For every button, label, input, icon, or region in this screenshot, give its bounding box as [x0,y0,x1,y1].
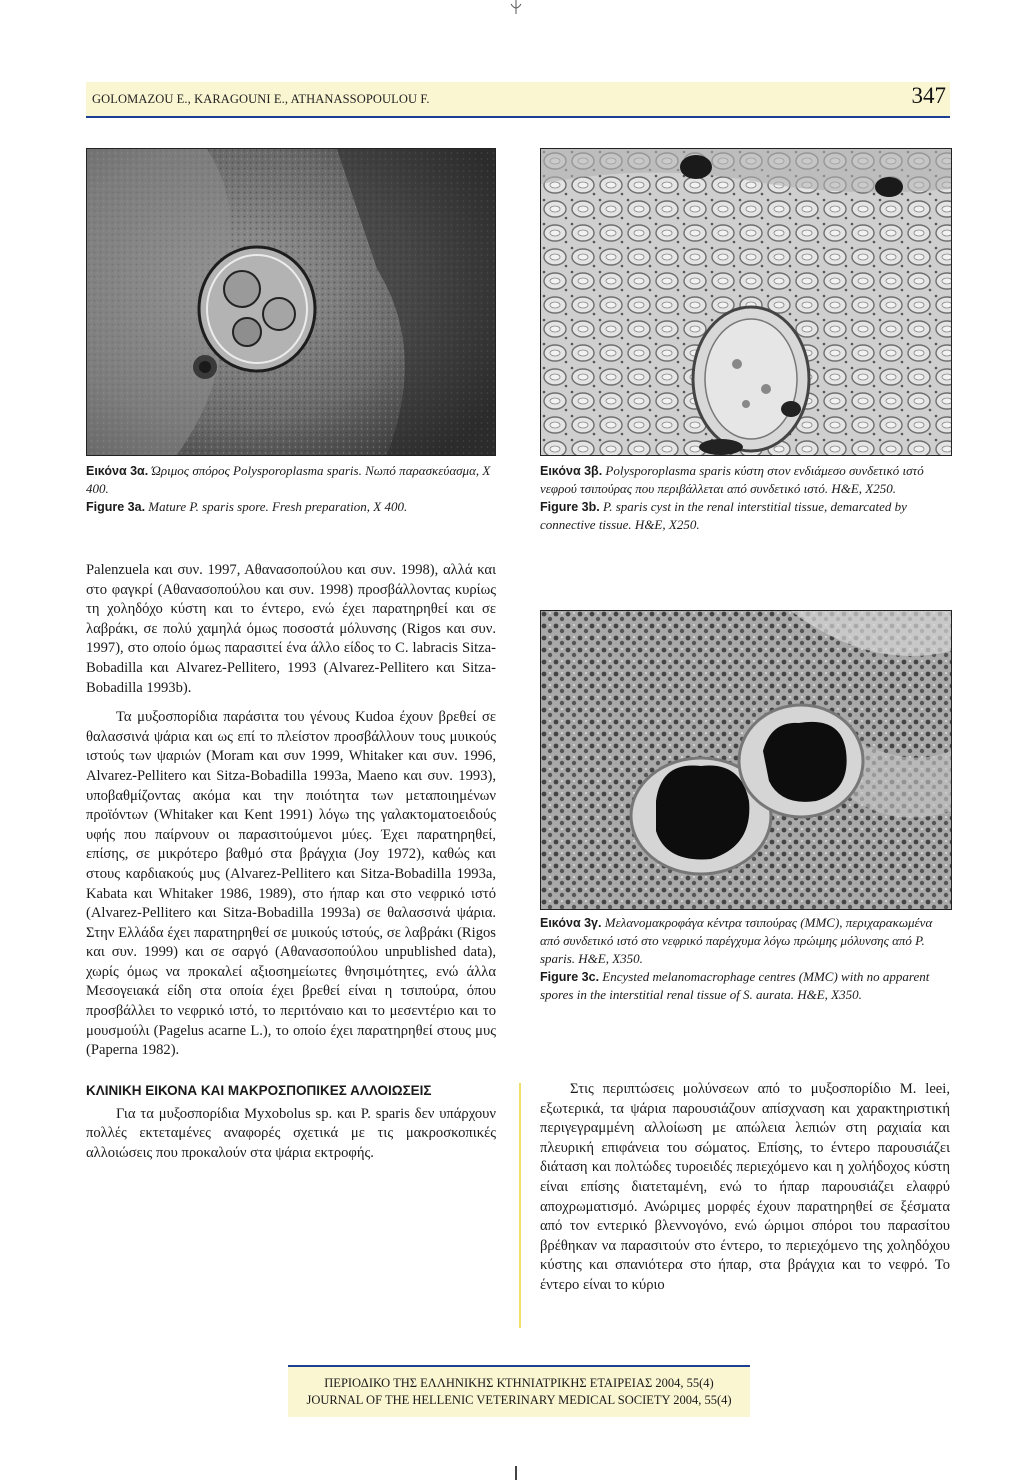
paragraph: Palenzuela και συν. 1997, Αθανασοπούλου και συν. 1998), αλλά και στο φαγκρί (Αθανασοπούλου και συν. 1998) προσβάλλοντας κυρίως τη χοληδόχο κύστη και το έντερο, ενώ έχει παρατηρηθεί και σε λαβράκι, σε πολύ χαμηλά όμως ποσοστά μόλυνσης (Rigos και συν. 1997), στο οποίο όμως παρασιτεί ένα άλλο είδος το C. labracis Sitza-Bobadilla και Alvarez-Pellitero, 1993 (Alvarez-Pellitero και Sitza-Bobadilla 1993b). [86,562,496,696]
column-divider [519,1083,521,1328]
figure-3a-label-en: Figure 3a. [86,500,146,514]
figure-3c-text-en: Encysted melanomacrophage centres (MMC) with no apparent spores in the interstitial renal tissue of S. aurata. H&E, X350. [540,969,930,1002]
figure-3c-caption [540,914,952,1004]
figure-3c-label-en: Figure 3c. [540,970,600,984]
body-column-left [86,561,496,1164]
figure-3a-micrograph [86,148,496,456]
paragraph: Τα μυξοσπορίδια παράσιτα του γένους Kudoa έχουν βρεθεί σε θαλασσινά ψάρια και ως επί το πλείστον προσβάλλουν τους μυικούς ιστούς των ψαριών (Moram και συν 1999, Whitaker και συν. 1996, Alvarez-Pellitero και Sitza-Bobadilla 1993a, Maeno και συν. 1993), υποβαθμίζοντας ακόμα και την ποιότητα των μεταποιημένων προϊόντων (Whitaker και Kent 1991) λόγω της γαλακτοματοειδούς υφής που παίρνουν οι παρασιτούμενοι μύες. Έχει παρατηρηθεί, επίσης, σε μικρότερο βαθμό στα βράγχια (Joy 1972), καθώς και στους καρδιακούς μυς (Alvarez-Pellitero και Sitza-Bobadilla 1993a, Kabata και Whitaker 1986, 1989), στο ήπαρ και στο νεφρικό ιστό (Alvarez-Pellitero και Sitza-Bobadilla 1993a) σε θαλασσινά ψάρια. Στην Ελλάδα έχει παρατηρηθεί σε μυικούς ιστούς, σε λαβράκι (Rigos και συν. 1999) και σε σαργό (Αθανασοπούλου unpublished data), χωρίς όμως να προκαλεί αξιοσημείωτες θνησιμότητες, ενώ άλλα Μεσογειακά είδη στα οποία έχει βρεθεί είναι η τσιπούρα, όπου προσβάλλει το νεφρικό ιστό, το περιτόναιο και το μεσεντέριο και το μουσμούλι (Pagelus acarne L.), το οποίο έχει παρατηρηθεί στους μυς (Paperna 1982). [86,709,496,1059]
figure-3b-label-gr: Εικόνα 3β. [540,464,603,478]
figure-3b-text-gr: Polysporoplasma sparis κύστη στον ενδιάμεσο συνδετικό ιστό νεφρού τσιπούρας που περιβάλλεται από συνδετικό ιστό. H&E, X250. [540,463,924,496]
page-number: 347 [911,83,946,108]
figure-3a-caption [86,462,496,516]
footer-line-en: JOURNAL OF THE HELLENIC VETERINARY MEDICAL SOCIETY 2004, 55(4) [306,1393,732,1407]
registration-mark-icon [508,0,524,14]
section-heading: ΚΛΙΝΙΚΗ ΕΙΚΟΝΑ ΚΑΙ ΜΑΚΡΟΣΠΟΠΙΚΕΣ ΑΛΛΟΙΩΣΕΙΣ [86,1082,432,1098]
journal-footer [288,1365,750,1417]
figure-3c-micrograph [540,610,952,910]
footer-line-gr: ΠΕΡΙΟΔΙΚΟ ΤΗΣ ΕΛΛΗΝΙΚΗΣ ΚΤΗΝΙΑΤΡΙΚΗΣ ΕΤΑΙΡΕΙΑΣ 2004, 55(4) [324,1376,714,1390]
figure-3b-label-en: Figure 3b. [540,500,600,514]
spore-shape [199,247,315,371]
registration-mark-bottom [515,1466,517,1480]
paragraph: Στις περιπτώσεις μολύνσεων από το μυξοσπορίδιο M. leei, εξωτερικά, τα ψάρια παρουσιάζουν απίσχναση και χαρακτηριστική περιγεγραμμένη αλλοίωση με απώλεια λεπιών στη ραχιαία και πλευρική επιφάνεια του σώματος. Επίσης, το έντερο παρουσιάζει διάταση και πολτώδες τυροειδές περιεχόμενο και η χολήδοχος κύστη είναι επίσης διατεταμένη, ενώ το ήπαρ παρουσιάζει ελαφρύ αποχρωματισμό. Ανώριμες μορφές έχουν παρατηρηθεί σε ξέσματα από τον εντερικό βλεννογόνο, ενώ ώριμοι σπόροι του παρασίτου βρέθηκαν να παρασιτούν στο έντερο, το περιεχόμενο της χοληδόχου κύστης και σπανιότερα στο ήπαρ, στα βράγχια και το νεφρό. Το έντερο είναι το κύριο [540,1081,950,1293]
body-column-right [540,1080,950,1296]
figure-3b-text-en: P. sparis cyst in the renal interstitial tissue, demarcated by connective tissue. H&E, X250. [540,499,907,532]
paragraph: Για τα μυξοσπορίδια Myxobolus sp. και P. sparis δεν υπάρχουν πολλές εκτεταμένες αναφορές σχετικά με τις μακροσκοπικές αλλοιώσεις που προκαλούν στα ψάρια εκτροφής. [86,1105,496,1162]
header-authors: GOLOMAZOU E., KARAGOUNI E., ATHANASSOPOULOU F. [92,92,430,106]
cyst-shape [693,307,809,451]
figure-3b-micrograph [540,148,952,456]
figure-3a-text-gr: Ώριμος σπόρος Polysporoplasma sparis. Νωπό παρασκεύασμα, X 400. [86,463,491,496]
figure-3c-label-gr: Εικόνα 3γ. [540,916,602,930]
figure-3a-label-gr: Εικόνα 3α. [86,464,149,478]
figure-3c-text-gr: Μελανομακροφάγα κέντρα τσιπούρας (MMC), περιχαρακωμένα από συνδετικό ιστό στο νεφρικό παρέγχυμα λόγω πρώιμης μόλυνσης από P. sparis. H&E, X350. [540,915,933,966]
running-header [86,82,950,118]
figure-3b-caption [540,462,952,534]
figure-3a-text-en: Mature P. sparis spore. Fresh preparation, X 400. [148,499,408,514]
